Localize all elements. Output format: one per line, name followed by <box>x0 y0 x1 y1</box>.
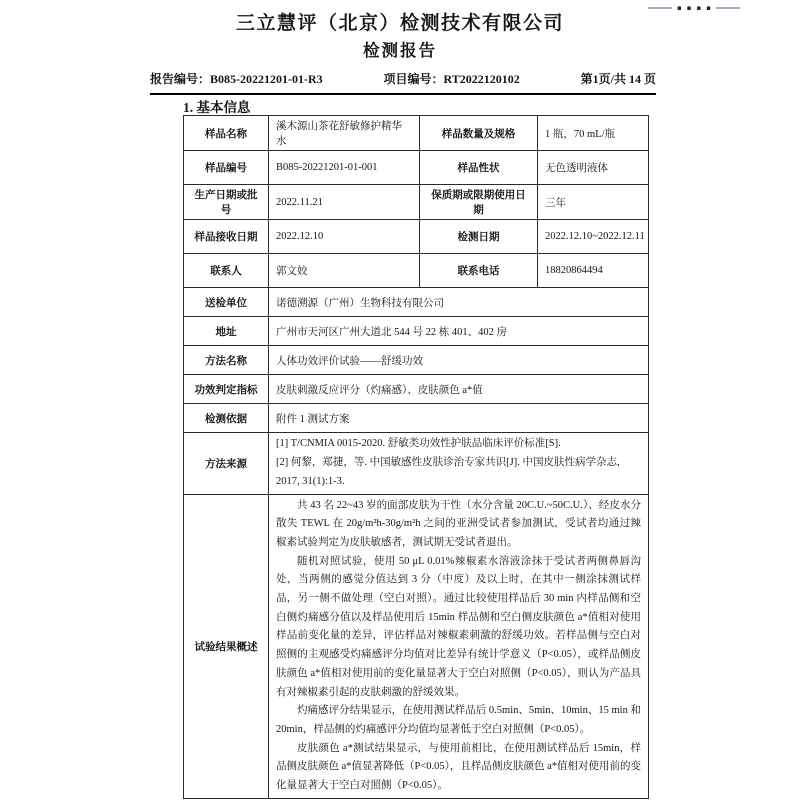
field-label: 送检单位 <box>184 288 269 317</box>
field-label: 联系人 <box>184 254 269 288</box>
field-value: B085-20221201-01-001 <box>269 151 420 185</box>
report-title: 检测报告 <box>363 41 437 60</box>
table-row <box>184 254 649 288</box>
toolbar-icon[interactable]: ▪ <box>686 3 692 12</box>
table-row <box>184 346 649 375</box>
field-value: 无色透明液体 <box>538 151 649 185</box>
summary-paragraph: 随机对照试验，使用 50 μL 0.01%辣椒素水溶液涂抹于受试者两侧鼻唇沟处，当两侧的感觉分值达到 3 分（中度）及以上时，在其中一侧涂抹测试样品，另一侧不做处理（空白对照）。通过比较使用样品后 30 min 内样品侧和空白侧灼痛感分值以及样品使用后 15min 样品侧和空白侧皮肤颜色 a*值相对使用样品前变化量的差异，评估样品对辣椒素刺激的舒缓功效。若样品侧与空白对照侧的主观感受灼痛感评分均值对比差异有统计学意义（P<0.05），或样品侧皮肤颜色 a*值相对使用前的变化量显著大于空白对照侧（P<0.05），则认为产品具有对辣椒素引起的皮肤刺激的舒缓效果。 <box>276 555 641 698</box>
field-value: 人体功效评价试验——舒缓功效 <box>269 346 649 375</box>
summary-value <box>269 494 649 798</box>
field-value: 三年 <box>538 185 649 220</box>
toolbar-icon[interactable]: ▪ <box>706 3 711 12</box>
field-label: 生产日期或批号 <box>184 185 269 220</box>
field-label: 地址 <box>184 317 269 346</box>
field-label: 检测依据 <box>184 404 269 433</box>
report-number: 报告编号：B085-20221201-01-R3 <box>150 72 323 86</box>
company-title: 三立慧评（北京）检测技术有限公司 <box>235 13 564 34</box>
table-row <box>184 220 649 254</box>
field-label: 试验结果概述 <box>184 494 269 798</box>
field-label: 功效判定指标 <box>184 375 269 404</box>
field-label: 联系电话 <box>420 254 538 288</box>
table-row <box>184 288 649 317</box>
field-label: 样品名称 <box>184 116 269 151</box>
project-number: 项目编号：RT2022120102 <box>383 72 520 86</box>
reference-line: [1] T/CNMIA 0015-2020. 舒敏类功效性护肤品临床评价标准[S]. <box>276 438 561 449</box>
field-value: 郭文姣 <box>269 254 420 288</box>
field-label: 样品接收日期 <box>184 220 269 254</box>
field-label: 方法来源 <box>184 433 269 495</box>
field-label: 检测日期 <box>420 220 538 254</box>
field-value: 溪木源山茶花舒敏修护精华水 <box>269 116 420 151</box>
report-meta-row <box>150 70 656 95</box>
table-row <box>184 404 649 433</box>
basic-info-table <box>183 115 649 799</box>
table-row <box>184 317 649 346</box>
method-source-value <box>269 433 649 495</box>
table-row-summary <box>184 494 649 798</box>
field-value: 18820864494 <box>538 254 649 288</box>
field-label: 样品数量及规格 <box>420 116 538 151</box>
section-title-basic-info: 1. 基本信息 <box>183 100 251 115</box>
table-row <box>184 375 649 404</box>
table-row <box>184 151 649 185</box>
table-row <box>184 185 649 220</box>
field-value: 2022.12.10 <box>269 220 420 254</box>
page-indicator: 第1页/共 14 页 <box>580 72 656 86</box>
toolbar-icon[interactable]: ▪ <box>696 3 702 12</box>
field-label: 样品编号 <box>184 151 269 185</box>
field-label: 方法名称 <box>184 346 269 375</box>
field-label: 样品性状 <box>420 151 538 185</box>
field-value: 广州市天河区广州大道北 544 号 22 栋 401、402 房 <box>269 317 649 346</box>
table-row <box>184 116 649 151</box>
field-value: 附件 1 测试方案 <box>269 404 649 433</box>
summary-paragraph: 灼痛感评分结果显示，在使用测试样品后 0.5min、5min、10min、15 min 和 20min，样品侧的灼痛感评分均值均显著低于空白对照侧（P<0.05）。 <box>276 705 641 735</box>
field-value: 诺德溯源（广州）生物科技有限公司 <box>269 288 649 317</box>
summary-paragraph: 共 43 名 22~43 岁的面部皮肤为干性（水分含量 20C.U.~50C.U.）、经皮水分散失 TEWL 在 20g/m²h-30g/m²h 之间的亚洲受试者参加测试，受试者均通过辣椒素试验判定为皮肤敏感者，测试期无受试者退出。 <box>276 499 641 549</box>
field-label: 保质期或限期使用日期 <box>420 185 538 220</box>
field-value: 1 瓶，70 mL/瓶 <box>538 116 649 151</box>
reference-line: [2] 何黎，郑捷，等. 中国敏感性皮肤诊治专家共识[J]. 中国皮肤性病学杂志, 2017, 31(1):1-3. <box>276 456 620 487</box>
table-row-method-source <box>184 433 649 495</box>
toolbar-icon[interactable]: ▪ <box>677 3 682 12</box>
field-value: 2022.12.10~2022.12.11 <box>538 220 649 254</box>
summary-paragraph: 皮肤颜色 a*测试结果显示，与使用前相比，在使用测试样品后 15min，样品侧皮肤颜色 a*值显著降低（P<0.05），且样品侧皮肤颜色 a*值相对使用前的变化量显著大于空白对照侧（P<0.05）。 <box>276 742 641 791</box>
field-value: 2022.11.21 <box>269 185 420 220</box>
field-value: 皮肤刺激反应评分（灼痛感）、皮肤颜色 a*值 <box>269 375 649 404</box>
